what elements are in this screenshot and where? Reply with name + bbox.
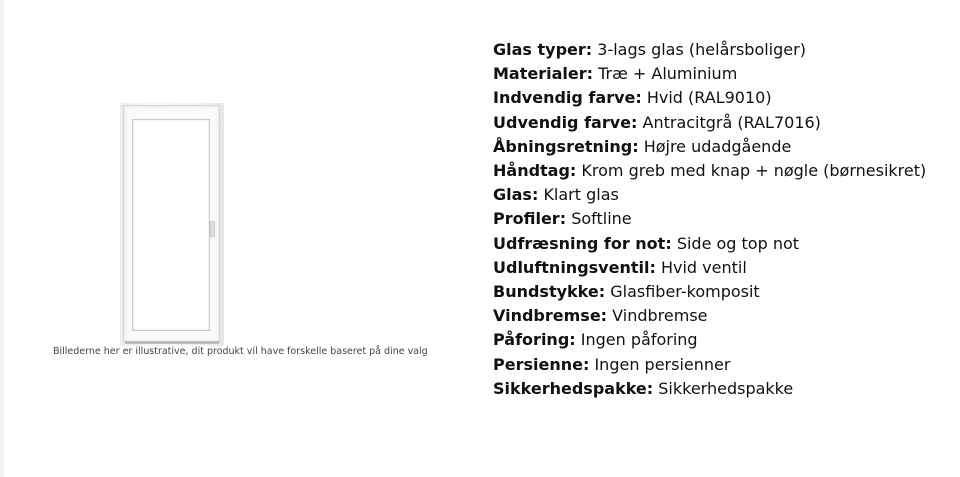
spec-key: Profiler: bbox=[493, 209, 567, 229]
spec-row-udluftningsventil bbox=[493, 256, 933, 280]
spec-row-glas-typer bbox=[493, 38, 933, 62]
spec-value: Ingen påforing bbox=[580, 330, 698, 350]
spec-row-paforing bbox=[493, 328, 933, 352]
spec-row-profiler bbox=[493, 207, 933, 231]
spec-value: Træ + Aluminium bbox=[598, 64, 738, 84]
spec-row-udvendig-farve bbox=[493, 111, 933, 135]
spec-key: Udluftningsventil: bbox=[493, 257, 656, 277]
spec-row-materialer bbox=[493, 62, 933, 86]
spec-value: Klart glas bbox=[543, 185, 619, 205]
spec-value: Sikkerhedspakke bbox=[658, 378, 794, 398]
door-sill bbox=[125, 341, 219, 344]
spec-value: Vindbremse bbox=[612, 306, 708, 326]
spec-key: Vindbremse: bbox=[493, 306, 608, 326]
spec-key: Materialer: bbox=[493, 64, 594, 84]
spec-value: Softline bbox=[571, 209, 632, 229]
door-glass-panel bbox=[132, 119, 210, 331]
spec-row-vindbremse bbox=[493, 304, 933, 328]
spec-row-indvendig-farve bbox=[493, 86, 933, 110]
spec-value: Side og top not bbox=[676, 233, 800, 253]
spec-key: Bundstykke: bbox=[493, 282, 606, 302]
spec-key: Udvendig farve: bbox=[493, 112, 638, 132]
spec-row-udfraesning bbox=[493, 232, 933, 256]
spec-key: Glas typer: bbox=[493, 40, 593, 59]
image-caption: Billederne her er illustrative, dit produkt vil have forskelle baseret på dine valg bbox=[53, 346, 428, 357]
left-edge-strip bbox=[0, 0, 4, 477]
door-handle-icon bbox=[210, 221, 215, 237]
spec-value: Glasfiber-komposit bbox=[610, 282, 760, 302]
spec-row-handtag bbox=[493, 159, 933, 183]
spec-row-sikkerhedspakke bbox=[493, 377, 933, 401]
spec-key: Sikkerhedspakke: bbox=[493, 378, 654, 398]
spec-key: Åbningsretning: bbox=[493, 136, 639, 156]
spec-key: Påforing: bbox=[493, 330, 576, 350]
spec-value: Højre udadgående bbox=[643, 136, 792, 156]
spec-key: Persienne: bbox=[493, 354, 590, 374]
spec-key: Udfræsning for not: bbox=[493, 233, 672, 253]
spec-row-bundstykke bbox=[493, 280, 933, 304]
spec-value: Hvid (RAL9010) bbox=[646, 88, 772, 108]
spec-row-glas bbox=[493, 183, 933, 207]
spec-key: Indvendig farve: bbox=[493, 88, 642, 108]
spec-value: Ingen persienner bbox=[594, 354, 731, 374]
spec-key: Håndtag: bbox=[493, 161, 577, 181]
spec-key: Glas: bbox=[493, 185, 539, 205]
spec-list bbox=[493, 38, 933, 401]
spec-value: Antracitgrå (RAL7016) bbox=[642, 112, 821, 132]
spec-value: 3-lags glas (helårsboliger) bbox=[597, 40, 806, 59]
door-product-image bbox=[120, 103, 224, 346]
spec-row-abningsretning bbox=[493, 135, 933, 159]
spec-value: Krom greb med knap + nøgle (børnesikret) bbox=[581, 161, 927, 181]
spec-row-persienne bbox=[493, 353, 933, 377]
spec-value: Hvid ventil bbox=[660, 257, 747, 277]
